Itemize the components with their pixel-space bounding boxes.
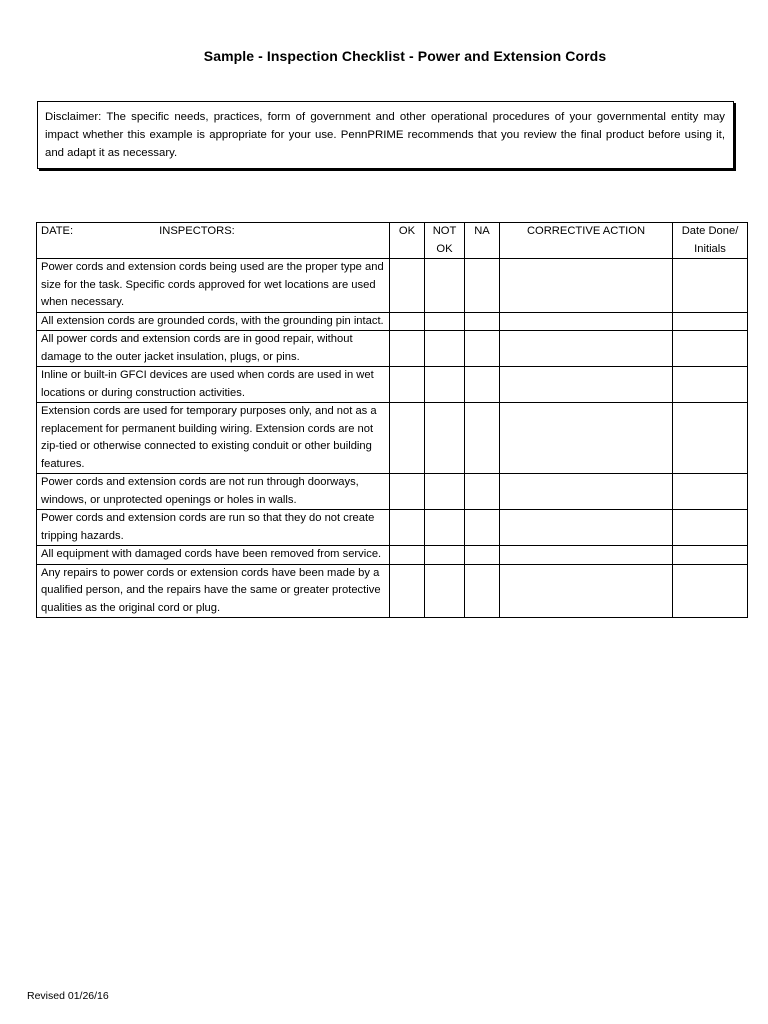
corrective-action-cell[interactable]	[500, 312, 673, 331]
not-ok-cell[interactable]	[425, 367, 465, 403]
date-done-cell[interactable]	[673, 331, 748, 367]
header-na: NA	[465, 223, 500, 259]
ok-cell[interactable]	[390, 331, 425, 367]
table-row	[37, 367, 748, 403]
corrective-action-cell[interactable]	[500, 546, 673, 565]
table-row	[37, 474, 748, 510]
ok-cell[interactable]	[390, 564, 425, 618]
table-row	[37, 312, 748, 331]
na-cell[interactable]	[465, 331, 500, 367]
header-date: DATE:	[41, 225, 74, 237]
table-header-row	[37, 223, 748, 259]
ok-cell[interactable]	[390, 403, 425, 474]
header-not-ok-line2: OK	[436, 242, 453, 255]
ok-cell[interactable]	[390, 474, 425, 510]
table-row	[37, 564, 748, 618]
na-cell[interactable]	[465, 510, 500, 546]
corrective-action-cell[interactable]	[500, 474, 673, 510]
checklist-item: Any repairs to power cords or extension cords have been made by a qualified person, and the repairs have the same or greater protective qualities as the original cord or plug.	[37, 564, 390, 618]
header-inspectors: INSPECTORS:	[159, 225, 235, 237]
table-row	[37, 546, 748, 565]
date-done-cell[interactable]	[673, 367, 748, 403]
header-date-inspectors	[37, 223, 390, 259]
inspection-checklist-table	[36, 222, 748, 618]
checklist-item: All equipment with damaged cords have been removed from service.	[37, 546, 390, 565]
na-cell[interactable]	[465, 312, 500, 331]
table-row	[37, 403, 748, 474]
not-ok-cell[interactable]	[425, 312, 465, 331]
na-cell[interactable]	[465, 367, 500, 403]
corrective-action-cell[interactable]	[500, 259, 673, 313]
not-ok-cell[interactable]	[425, 331, 465, 367]
disclaimer-box: Disclaimer: The specific needs, practices, form of government and other operational procedures of your governmental entity may impact whether this example is appropriate for your use. PennPRIME recommends that you review the final product before using it, and adapt it as necessary.	[37, 101, 734, 169]
header-not-ok-line1: NOT	[432, 225, 457, 237]
corrective-action-cell[interactable]	[500, 403, 673, 474]
date-done-cell[interactable]	[673, 403, 748, 474]
corrective-action-cell[interactable]	[500, 564, 673, 618]
table-row	[37, 510, 748, 546]
checklist-item: Power cords and extension cords being used are the proper type and size for the task. Specific cords approved for wet locations are used when necessary.	[37, 259, 390, 313]
revised-date: Revised 01/26/16	[27, 990, 109, 1002]
date-done-cell[interactable]	[673, 510, 748, 546]
date-done-cell[interactable]	[673, 259, 748, 313]
checklist-item: Extension cords are used for temporary purposes only, and not as a replacement for permanent building wiring. Extension cords are not zip-tied or otherwise connected to existing conduit or other building features.	[37, 403, 390, 474]
not-ok-cell[interactable]	[425, 259, 465, 313]
checklist-item: All power cords and extension cords are in good repair, without damage to the outer jacket insulation, plugs, or pins.	[37, 331, 390, 367]
not-ok-cell[interactable]	[425, 564, 465, 618]
not-ok-cell[interactable]	[425, 510, 465, 546]
header-date-done-line2: Initials	[694, 242, 726, 255]
page-title: Sample - Inspection Checklist - Power and Extension Cords	[203, 48, 607, 64]
ok-cell[interactable]	[390, 510, 425, 546]
date-done-cell[interactable]	[673, 546, 748, 565]
checklist-item: Power cords and extension cords are not run through doorways, windows, or unprotected openings or holes in walls.	[37, 474, 390, 510]
ok-cell[interactable]	[390, 312, 425, 331]
ok-cell[interactable]	[390, 259, 425, 313]
not-ok-cell[interactable]	[425, 474, 465, 510]
ok-cell[interactable]	[390, 367, 425, 403]
checklist-item: All extension cords are grounded cords, with the grounding pin intact.	[37, 312, 390, 331]
date-done-cell[interactable]	[673, 564, 748, 618]
header-date-done-line1: Date Done/	[681, 225, 739, 237]
na-cell[interactable]	[465, 259, 500, 313]
header-date-done	[673, 223, 748, 259]
ok-cell[interactable]	[390, 546, 425, 565]
not-ok-cell[interactable]	[425, 403, 465, 474]
header-corrective-action: CORRECTIVE ACTION	[500, 223, 673, 259]
checklist-item: Power cords and extension cords are run so that they do not create tripping hazards.	[37, 510, 390, 546]
table-row	[37, 331, 748, 367]
checklist-item: Inline or built-in GFCI devices are used when cords are used in wet locations or during construction activities.	[37, 367, 390, 403]
na-cell[interactable]	[465, 546, 500, 565]
corrective-action-cell[interactable]	[500, 510, 673, 546]
na-cell[interactable]	[465, 564, 500, 618]
date-done-cell[interactable]	[673, 312, 748, 331]
header-ok: OK	[390, 223, 425, 259]
header-not-ok	[425, 223, 465, 259]
na-cell[interactable]	[465, 403, 500, 474]
date-done-cell[interactable]	[673, 474, 748, 510]
corrective-action-cell[interactable]	[500, 367, 673, 403]
not-ok-cell[interactable]	[425, 546, 465, 565]
corrective-action-cell[interactable]	[500, 331, 673, 367]
table-row	[37, 259, 748, 313]
na-cell[interactable]	[465, 474, 500, 510]
